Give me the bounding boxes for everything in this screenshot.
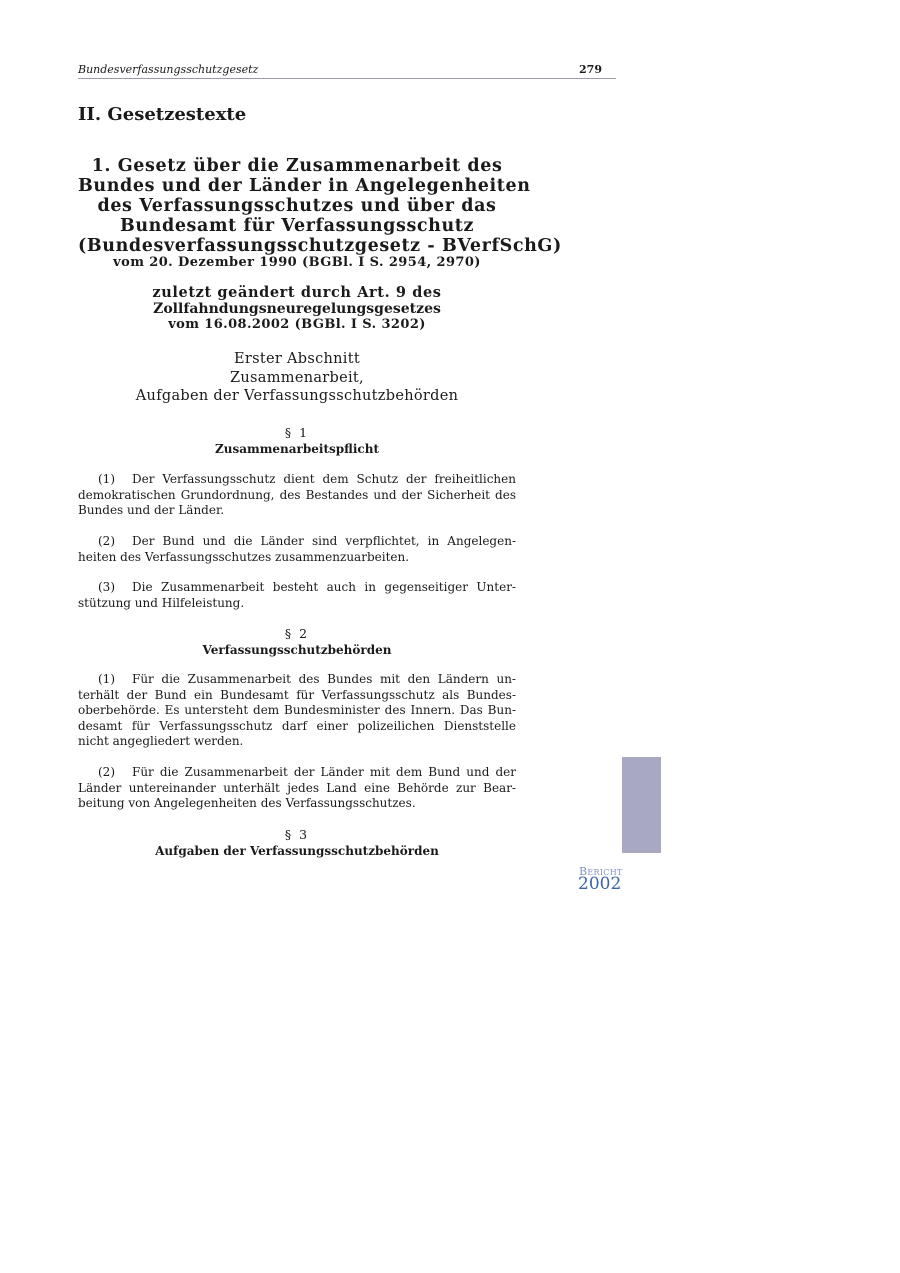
paragraph-number: § 2: [284, 626, 310, 641]
clause-text: Die Zusammenarbeit besteht auch in gegenseitiger Unter-stützung und Hilfeleistung.: [78, 580, 516, 610]
chapter-heading: [78, 350, 516, 406]
law-title: [78, 156, 562, 256]
report-year: 2002: [578, 874, 622, 894]
chapter-line: Aufgaben der Verfassungsschutzbehörden: [135, 388, 459, 404]
clause-number: (2): [98, 534, 115, 548]
clause: [78, 472, 516, 519]
clause: [78, 534, 516, 565]
law-title-line: 1. Gesetz über die Zusammenarbeit des: [91, 156, 503, 176]
running-header: [78, 62, 616, 79]
law-title-line: des Verfassungsschutzes und über das: [97, 196, 497, 216]
clause: [78, 672, 516, 750]
paragraph-heading: [78, 827, 516, 859]
section-heading: II. Gesetzestexte: [78, 104, 247, 125]
clause-text: Für die Zusammenarbeit der Länder mit dem Bund und der Länder untereinander unterhält jedes Land eine Behörde zur Bear-beitung von Angelegenheiten des Verfassungsschutzes.: [78, 765, 516, 810]
paragraph-title: Aufgaben der Verfassungsschutzbehörden: [155, 844, 439, 858]
law-title-line: Bundesamt für Verfassungsschutz: [119, 216, 475, 236]
amendment-line: Zollfahndungsneuregelungsgesetzes: [153, 301, 441, 317]
side-marker-bar: [622, 757, 661, 853]
clause-number: (1): [98, 672, 115, 686]
clause: [78, 765, 516, 812]
clause-text: Der Verfassungsschutz dient dem Schutz der freiheitlichen demokratischen Grundordnung, des Bestandes und der Sicherheit des Bundes und der Länder.: [78, 472, 516, 517]
amendment-note: [78, 284, 516, 333]
law-title-line: Bundes und der Länder in Angelegenheiten: [78, 176, 531, 196]
chapter-line: Erster Abschnitt: [234, 351, 360, 367]
law-title-line: (Bundesverfassungsschutzgesetz - BVerfSchG): [78, 236, 562, 256]
amendment-line: vom 16.08.2002 (BGBl. I S. 3202): [168, 317, 426, 332]
paragraph-number: § 1: [284, 425, 310, 440]
paragraph-title: Zusammenarbeitspflicht: [215, 442, 379, 456]
amendment-line: zuletzt geändert durch Art. 9 des: [152, 284, 442, 301]
chapter-line: Zusammenarbeit,: [230, 369, 364, 386]
running-title: Bundesverfassungsschutzgesetz: [78, 63, 259, 76]
clause-number: (2): [98, 765, 115, 779]
law-date: vom 20. Dezember 1990 (BGBl. I S. 2954, 2970): [113, 255, 481, 270]
paragraph-title: Verfassungsschutzbehörden: [202, 643, 392, 657]
report-label: Bericht: [579, 865, 623, 878]
page-number: 279: [579, 63, 602, 76]
paragraph-number: § 3: [284, 827, 310, 842]
clause-text: Für die Zusammenarbeit des Bundes mit den Ländern un-terhält der Bund ein Bundesamt für Verfassungsschutz als Bundes-oberbehörde. Es untersteht dem Bundesminister des Innern. Das Bun-desamt für Verfassungsschutz darf einer polizeilichen Dienststelle nicht angegliedert werden.: [78, 672, 516, 748]
paragraph-heading: [78, 626, 516, 658]
clause-number: (3): [98, 580, 115, 594]
clause-text: Der Bund und die Länder sind verpflichtet, in Angelegen-heiten des Verfassungsschutzes zusammenzuarbeiten.: [78, 534, 516, 564]
clause: [78, 580, 516, 611]
clause-number: (1): [98, 472, 115, 486]
paragraph-heading: [78, 425, 516, 457]
